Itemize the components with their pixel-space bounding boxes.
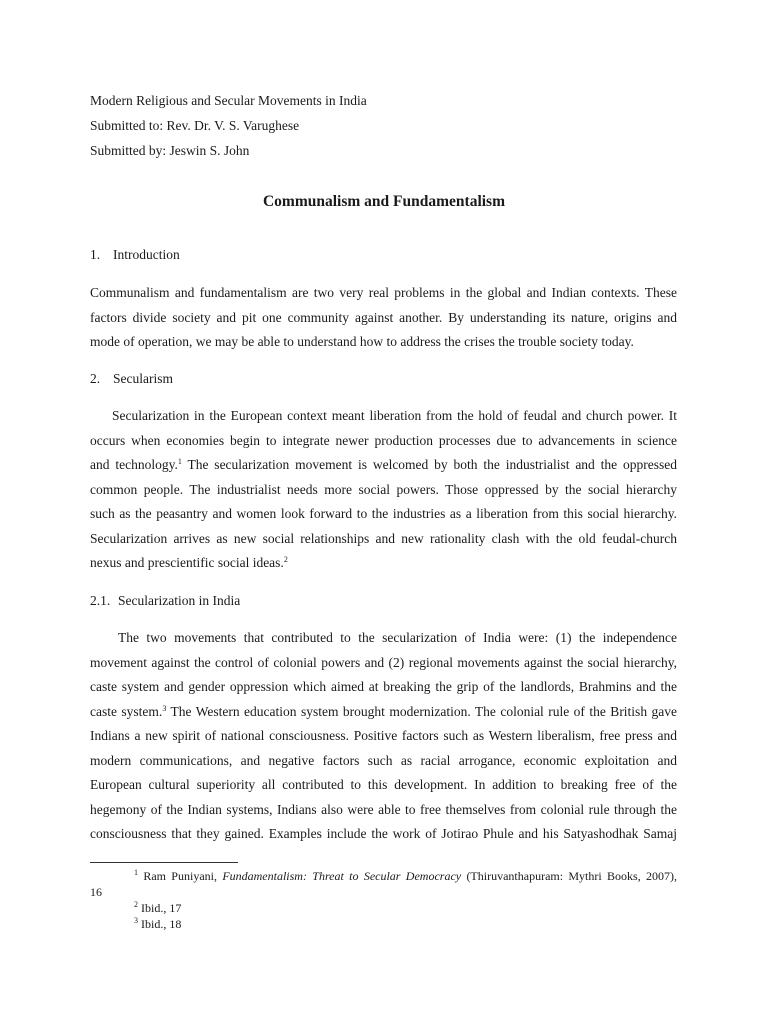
paragraph-line: Secularization in the European context meant liberation from the hold of feudal and church power. It [112,408,677,423]
line-text: The Western education system brought modernization. The colonial rule of the British gave [170,703,677,719]
footnote-publication: (Thiruvanthapuram: Mythri Books, 2007), [466,869,678,883]
course-name: Modern Religious and Secular Movements in India [90,93,367,108]
footnote-text: Ibid., 18 [141,917,182,931]
paragraph-line [90,700,677,725]
paragraph-line: such as the peasantry and women look forward to the industries as a liberation from this social hierarchy. [90,506,677,521]
introduction-paragraph [90,281,677,355]
paragraph-line: common people. The industrialist needs more social powers. Those oppressed by the social hierarchy [90,481,677,497]
section-title: Secularization in India [118,593,241,608]
paragraph-line: Secularization arrives as new social relationships and new rationality clash with the old feudal-church [90,530,677,546]
section-title: Introduction [113,247,180,262]
section-number: 2. [90,371,101,386]
line-text: nexus and prescientific social ideas. [90,555,284,570]
footnote-ref: 1 [177,457,182,466]
section-number: 2.1. [90,593,111,608]
line-text: The secularization movement is welcomed by both the industrialist and the oppressed [187,457,678,472]
line-text: caste system. [90,703,163,719]
paragraph-line: mode of operation, we may be able to understand how to address the crises the trouble society today. [90,334,634,349]
paragraph-line: modern communications, and negative factors such as racial arrogance, economic exploitation and [90,752,677,768]
paragraph-line [90,551,677,576]
paragraph-line: hegemony of the Indian systems, Indians also were able to free themselves from colonial rule through the [90,801,677,817]
footnote-ref: 3 [162,703,167,713]
section-heading-secularism [90,370,173,388]
paragraph-line: Communalism and fundamentalism are two very real problems in the global and Indian contexts. These [90,285,677,300]
document-title: Communalism and Fundamentalism [262,193,505,210]
paragraph-line: The two movements that contributed to the secularization of India were: (1) the independence [118,630,677,645]
paragraph-line: occurs when economies begin to integrate newer production processes due to advancements in science [90,432,677,448]
footnote-ref: 2 [283,555,288,564]
paragraph-line [90,453,677,478]
footnote-2 [90,900,677,916]
paragraph-line: caste system and gender oppression which aimed at breaking the grip of the landlords, Brahmins and the [90,679,677,694]
submitted-by: Submitted by: Jeswin S. John [90,143,250,158]
footnote-1 [90,868,677,884]
paragraph-line: consciousness that they gained. Examples include the work of Jotirao Phule and his Satyashodhak Samaj [90,826,677,841]
secularism-paragraph [90,404,677,576]
footnotes [90,868,677,932]
section-heading-secularization-in-india [90,592,240,610]
footnote-number: 2 [134,900,138,909]
paragraph-line: movement against the control of colonial powers and (2) regional movements against the social hierarchy, [90,654,677,670]
footnote-1-continuation: 16 [90,885,102,899]
footnote-text: Ibid., 17 [141,901,182,915]
footnote-separator [90,862,238,863]
paragraph-line: European cultural superiority all contributed to this development. In addition to breaking free of the [90,777,677,792]
section-heading-introduction [90,246,180,264]
footnote-number: 3 [134,916,138,925]
line-text: and technology. [90,457,178,472]
footnote-number: 1 [134,868,138,877]
footnote-author: Ram Puniyani, [143,869,217,883]
paragraph-line: factors divide society and pit one community against another. By understanding its nature, origins and [90,309,677,325]
paragraph-line: Indians a new spirit of national consciousness. Positive factors such as Western liberalism, free press and [90,728,677,743]
footnote-book-title: Fundamentalism: Threat to Secular Democracy [222,869,462,883]
footnote-3 [90,916,677,932]
secularization-india-paragraph [90,626,677,847]
submitted-to: Submitted to: Rev. Dr. V. S. Varughese [90,118,300,133]
section-number: 1. [90,247,101,262]
section-title: Secularism [113,371,173,386]
